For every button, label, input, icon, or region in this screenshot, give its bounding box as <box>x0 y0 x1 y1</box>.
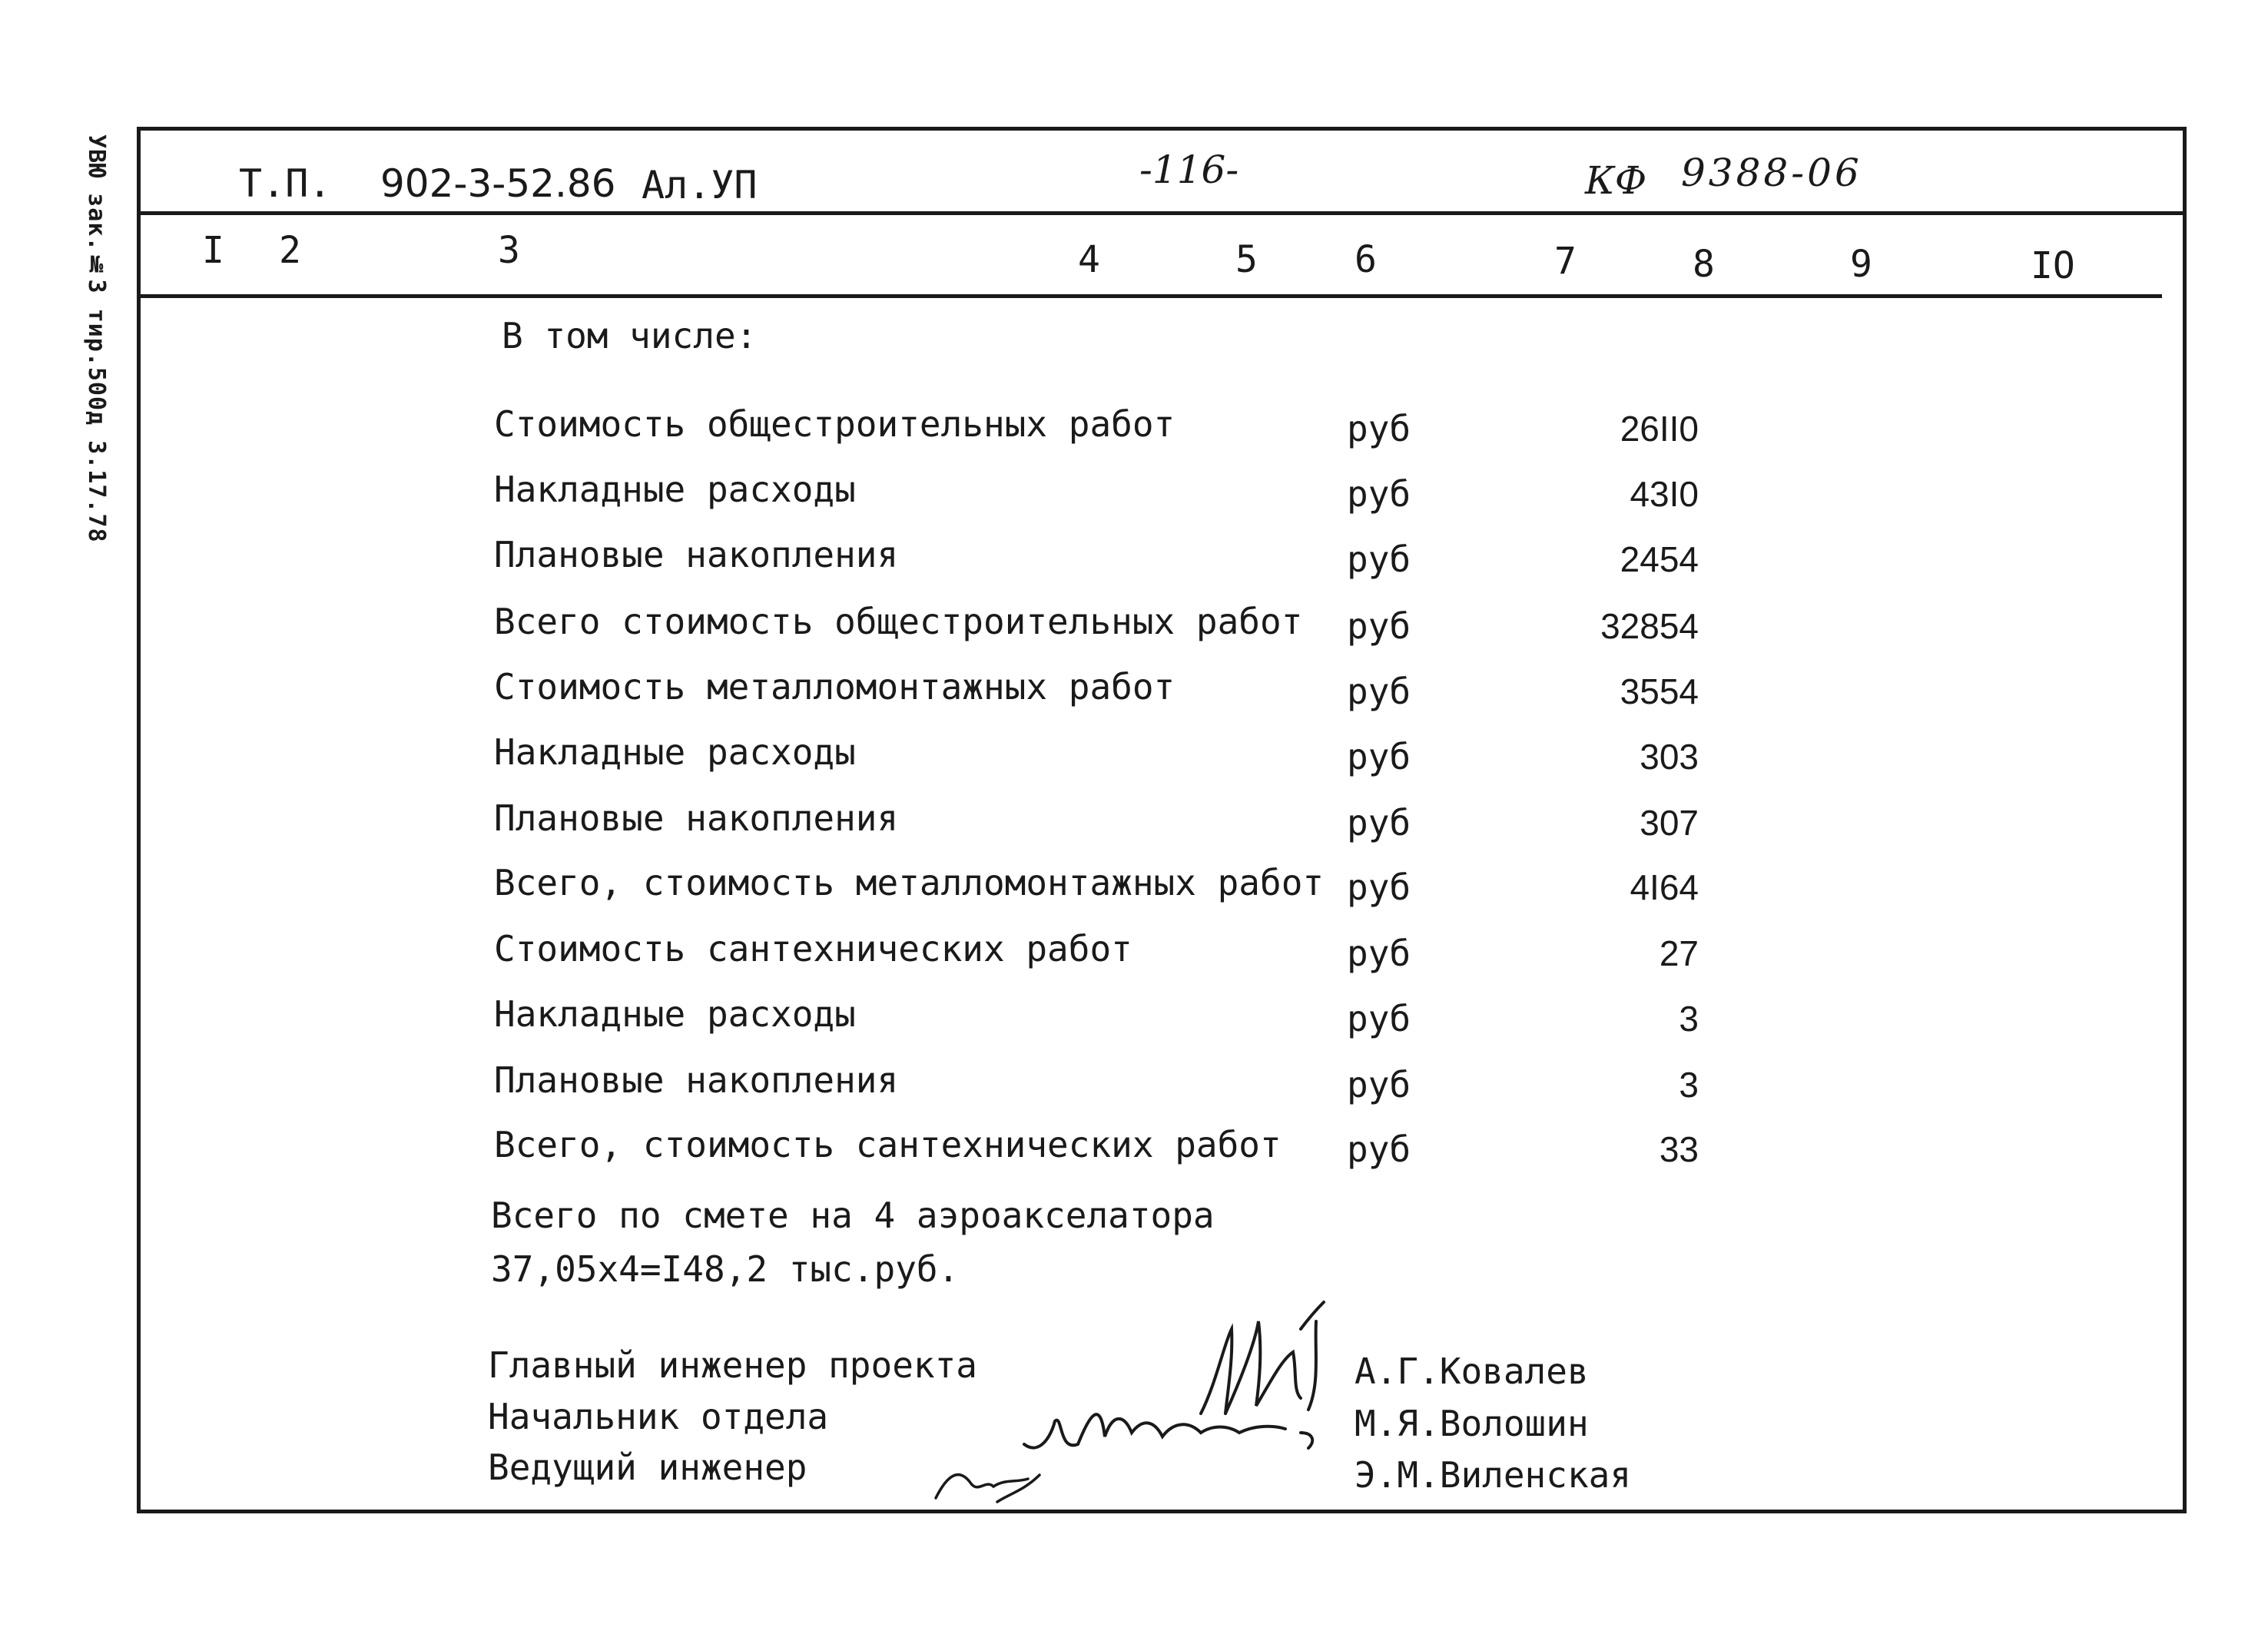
page-number: -116- <box>1139 147 1239 192</box>
row-label: Стоимость общестроительных работ <box>494 403 1175 445</box>
margin-print-note: УВЮ зак.№3 тир.500д 3.17.78 <box>83 134 110 543</box>
role-department-head: Начальник отдела <box>488 1396 829 1437</box>
album-label: Ал.УП <box>642 163 758 207</box>
row-value: 307 <box>1640 803 1699 843</box>
row-unit: руб <box>1347 539 1411 580</box>
row-label: Всего, стоимость сантехнических работ <box>494 1124 1282 1165</box>
row-value: 3554 <box>1620 671 1699 711</box>
intro-text: В том числе: <box>502 315 758 356</box>
row-unit: руб <box>1347 736 1411 777</box>
col-num-1: I <box>202 229 224 272</box>
row-value: 4I64 <box>1630 867 1699 907</box>
col-num-10: IO <box>2031 244 2075 287</box>
row-value: 3 <box>1679 999 1699 1039</box>
row-label: Всего стоимость общестроительных работ <box>494 601 1303 642</box>
row-unit: руб <box>1347 933 1411 974</box>
table-row <box>141 731 2183 794</box>
signature-lead-engineer <box>924 1452 1063 1513</box>
table-row <box>141 534 2183 597</box>
table-row <box>141 797 2183 860</box>
table-row <box>141 862 2183 925</box>
table-row <box>141 928 2183 991</box>
kf-number: 9388-06 <box>1681 151 1862 195</box>
row-label: Плановые накопления <box>494 797 899 839</box>
row-unit: руб <box>1347 867 1411 908</box>
row-unit: руб <box>1347 671 1411 712</box>
row-value: 43I0 <box>1630 474 1699 514</box>
row-value: 26II0 <box>1620 409 1699 449</box>
row-unit: руб <box>1347 408 1411 449</box>
table-row <box>141 601 2183 664</box>
col-num-7: 7 <box>1554 240 1577 283</box>
row-label: Накладные расходы <box>494 993 856 1035</box>
row-label: Накладные расходы <box>494 731 856 773</box>
table-row <box>141 469 2183 532</box>
table-row <box>141 666 2183 729</box>
role-chief-engineer: Главный инженер проекта <box>488 1344 977 1386</box>
project-code: 902-3-52.86 <box>380 161 616 206</box>
name-chief-engineer: А.Г.Ковалев <box>1354 1351 1589 1392</box>
col-num-3: 3 <box>498 229 520 272</box>
column-header-divider <box>141 294 2162 298</box>
row-value: 32854 <box>1600 606 1699 646</box>
row-label: Накладные расходы <box>494 469 856 510</box>
name-department-head: М.Я.Волошин <box>1354 1403 1589 1444</box>
row-unit: руб <box>1347 802 1411 844</box>
col-num-8: 8 <box>1693 243 1715 286</box>
row-label: Всего, стоимость металломонтажных работ <box>494 862 1325 903</box>
role-lead-engineer: Ведущий инженер <box>488 1447 807 1488</box>
row-label: Стоимость металломонтажных работ <box>494 666 1175 708</box>
row-unit: руб <box>1347 1064 1411 1105</box>
row-value: 3 <box>1679 1065 1699 1105</box>
table-row <box>141 403 2183 466</box>
tp-label: Т.П. <box>239 161 332 206</box>
row-unit: руб <box>1347 473 1411 515</box>
name-lead-engineer: Э.М.Виленская <box>1354 1454 1632 1496</box>
col-num-2: 2 <box>279 229 301 272</box>
row-label: Плановые накопления <box>494 1059 899 1101</box>
table-row <box>141 1124 2183 1187</box>
kf-label: КФ <box>1585 158 1647 203</box>
row-value: 27 <box>1659 933 1699 973</box>
document-sheet <box>137 127 2187 1513</box>
col-num-4: 4 <box>1078 238 1100 281</box>
header-divider <box>141 211 2183 215</box>
row-value: 2454 <box>1620 539 1699 579</box>
row-value: 303 <box>1640 737 1699 777</box>
row-unit: руб <box>1347 998 1411 1039</box>
col-num-5: 5 <box>1235 238 1258 281</box>
row-unit: руб <box>1347 1129 1411 1170</box>
row-label: Стоимость сантехнических работ <box>494 928 1132 969</box>
table-row <box>141 993 2183 1056</box>
total-line-1: Всего по смете на 4 аэроакселатора <box>491 1195 1215 1236</box>
row-unit: руб <box>1347 605 1411 647</box>
row-label: Плановые накопления <box>494 534 899 575</box>
row-value: 33 <box>1659 1129 1699 1169</box>
col-num-6: 6 <box>1354 238 1377 281</box>
table-row <box>141 1059 2183 1122</box>
total-line-2: 37,05х4=I48,2 тыс.руб. <box>491 1248 960 1290</box>
col-num-9: 9 <box>1850 243 1872 286</box>
